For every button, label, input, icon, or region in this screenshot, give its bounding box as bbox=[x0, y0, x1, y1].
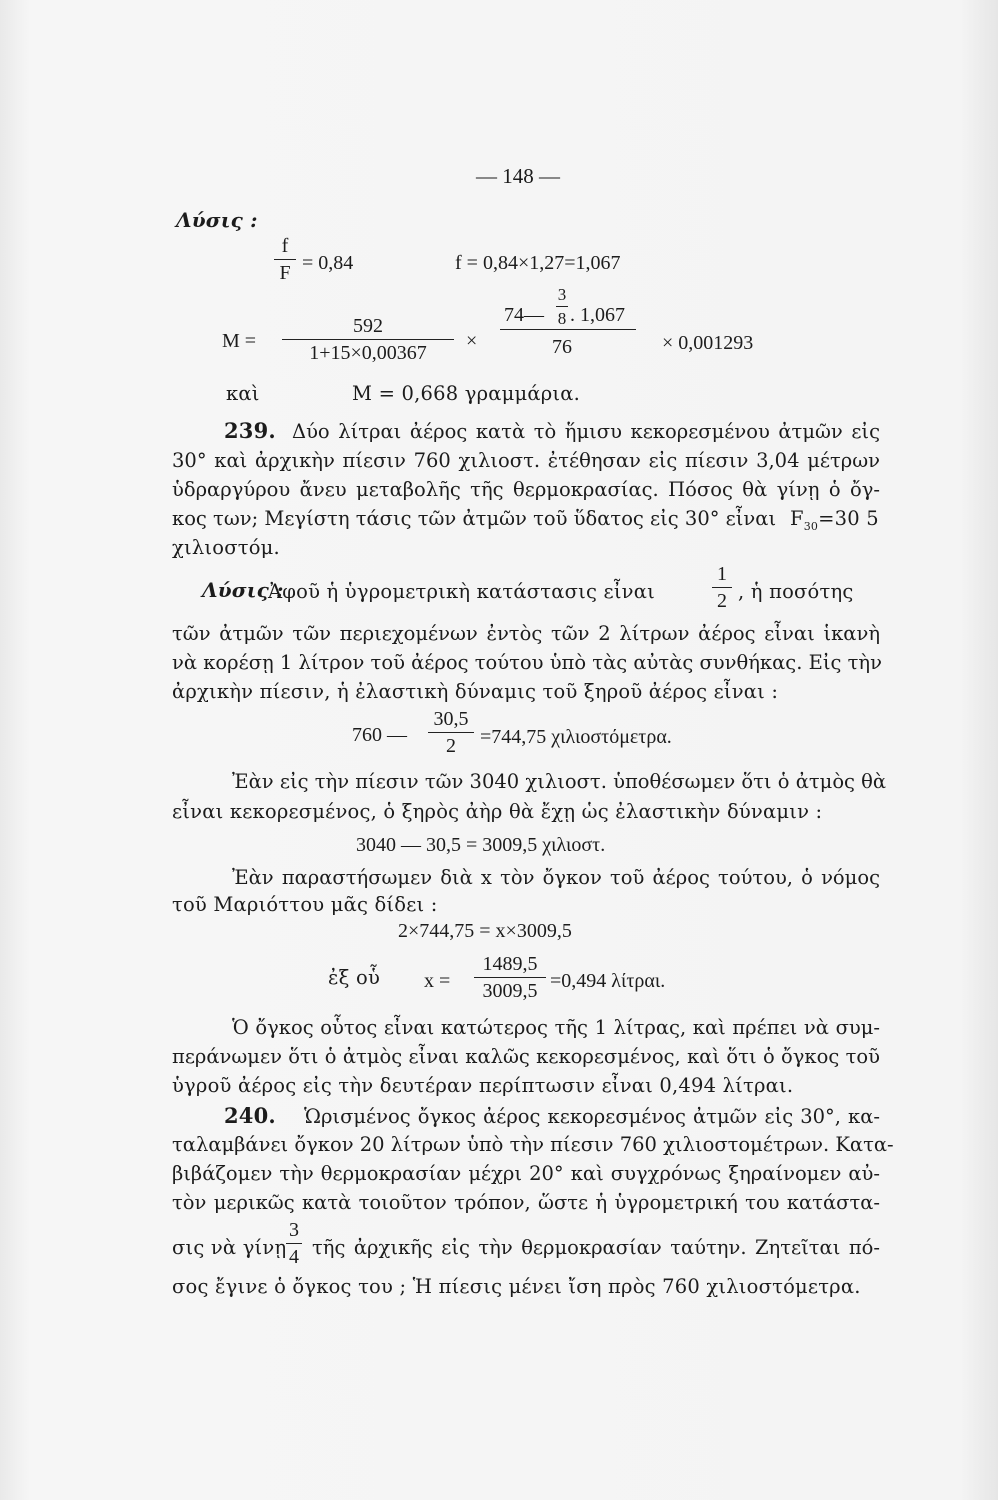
problem-number-239: 239. bbox=[224, 418, 276, 443]
solution-line: Ἀφοῦ ἡ ὑγρομετρικὴ κατάστασις εἶναι bbox=[268, 580, 655, 603]
problem-239-line: ὑδραργύρου ἄνευ μεταβολῆς τῆς θερμοκρασίας. Πόσος θὰ γίνῃ ὁ ὄγ- bbox=[172, 478, 880, 501]
problem-240-line: τὸν μερικῶς κατὰ τοιοῦτον τρόπον, ὥστε ἡ ὑγρομετρική του κατάστα- bbox=[172, 1191, 880, 1214]
word-ex-ou: ἐξ οὗ bbox=[328, 966, 380, 989]
solution-line: , ἡ ποσότης bbox=[738, 580, 854, 603]
problem-239-line: χιλιοστόμ. bbox=[172, 536, 280, 559]
solution-line: εἶναι κεκορεσμένος, ὁ ξηρὸς ἀὴρ θὰ ἔχῃ ὡς ἐλαστικὴν δύναμιν : bbox=[172, 800, 823, 823]
problem-239-line: κος των; Μεγίστη τάσις τῶν ἀτμῶν τοῦ ὕδατος εἰς 30° εἶναι bbox=[172, 507, 777, 530]
problem-240-line: ταλαμβάνει ὄγκον 20 λίτρων ὑπὸ τὴν πίεσιν 760 χιλιοστομέτρων. Κατα- bbox=[172, 1133, 894, 1156]
problem-239-line: Δύο λίτραι ἀέρος κατὰ τὸ ἥμισυ κεκορεσμένου ἀτμῶν εἰς bbox=[292, 420, 880, 443]
problem-239-line: 30° καὶ ἀρχικὴν πίεσιν 760 χιλιοστ. ἐτέθησαν εἰς πίεσιν 3,04 μέτρων bbox=[172, 449, 880, 472]
result-M: M = 0,668 γραμμάρια. bbox=[352, 382, 581, 405]
equation-760: 760 — bbox=[352, 724, 407, 746]
fraction-592: 592 1+15×0,00367 bbox=[282, 316, 454, 363]
solution-line: τοῦ Μαριόττου μᾶς δίδει : bbox=[172, 893, 438, 916]
equation-x: x = bbox=[424, 970, 451, 992]
fraction-three-quarters: 3 4 bbox=[286, 1220, 302, 1267]
fraction-f-over-F: f F bbox=[274, 236, 296, 283]
fraction-1489-5: 1489,5 3009,5 bbox=[474, 954, 546, 1001]
equation-M-lhs: M = bbox=[222, 330, 257, 352]
solution-line: περάνωμεν ὅτι ὁ ἀτμὸς εἶναι καλῶς κεκορεσμένος, καὶ ὅτι ὁ ὄγκος τοῦ bbox=[172, 1045, 880, 1068]
times-constant: × 0,001293 bbox=[662, 332, 754, 354]
times-sign: × bbox=[466, 330, 478, 352]
fraction-half: 1 2 bbox=[712, 564, 732, 611]
word-kai: καὶ bbox=[226, 382, 260, 405]
solution-line: Ὁ ὄγκος οὗτος εἶναι κατώτερος τῆς 1 λίτρας, καὶ πρέπει νὰ συμ- bbox=[232, 1016, 880, 1039]
page-number: — 148 — bbox=[476, 164, 560, 188]
solution-line: νὰ κορέσῃ 1 λίτρον τοῦ ἀέρος τούτου ὑπὸ τὰς αὐτὰς συνθήκας. Εἰς τὴν bbox=[172, 651, 882, 674]
equation-mariotte: 2×744,75 = x×3009,5 bbox=[398, 920, 572, 942]
solution-line: Ἐὰν παραστήσωμεν διὰ x τὸν ὄγκον τοῦ ἀέρος τούτου, ὁ νόμος bbox=[232, 866, 880, 889]
fraction-30-5-over-2: 30,5 2 bbox=[428, 709, 474, 756]
solution-line: τῶν ἀτμῶν τῶν περιεχομένων ἐντὸς τῶν 2 λίτρων ἀέρος εἶναι ἱκανὴ bbox=[172, 622, 880, 645]
solution-label: Λύσις : bbox=[202, 578, 284, 602]
solution-line: ὑγροῦ ἀέρος εἰς τὴν δευτέραν περίπτωσιν εἶναι 0,494 λίτραι. bbox=[172, 1074, 794, 1097]
equation-3040: 3040 — 30,5 = 3009,5 χιλιοστ. bbox=[356, 834, 606, 856]
problem-number-240: 240. bbox=[224, 1103, 276, 1128]
problem-240-line: σις νὰ γίνῃ bbox=[172, 1236, 287, 1259]
solution-line: ἀρχικὴν πίεσιν, ἡ ἐλαστικὴ δύναμις τοῦ ξηροῦ ἀέρος εἶναι : bbox=[172, 680, 779, 703]
fraction-74: 74— 3 8 . 1,067 76 bbox=[500, 286, 640, 356]
equation-result: =0,494 λίτραι. bbox=[550, 970, 666, 992]
problem-240-line: σος ἔγινε ὁ ὄγκος του ; Ἡ πίεσις μένει ἴση πρὸς 760 χιλιοστόμετρα. bbox=[172, 1275, 861, 1298]
vapour-pressure: $F_{30}=30$ 5 bbox=[790, 507, 879, 533]
equation-f: f = 0,84×1,27=1,067 bbox=[455, 252, 621, 274]
equation-ratio: = 0,84 bbox=[302, 252, 354, 274]
solution-label: Λύσις : bbox=[176, 208, 258, 232]
equation-744: =744,75 χιλιοστόμετρα. bbox=[480, 726, 672, 748]
problem-240-line: Ὡρισμένος ὄγκος ἀέρος κεκορεσμένος ἀτμῶν εἰς 30°, κα- bbox=[304, 1105, 880, 1128]
problem-240-line: βιβάζομεν τὴν θερμοκρασίαν μέχρι 20° καὶ συγχρόνως ξηραίνομεν αὐ- bbox=[172, 1162, 880, 1185]
solution-line: Ἐὰν εἰς τὴν πίεσιν τῶν 3040 χιλιοστ. ὑποθέσωμεν ὅτι ὁ ἀτμὸς θὰ bbox=[232, 770, 887, 793]
problem-240-line: τῆς ἀρχικῆς εἰς τὴν θερμοκρασίαν ταύτην. Ζητεῖται πό- bbox=[312, 1236, 880, 1259]
